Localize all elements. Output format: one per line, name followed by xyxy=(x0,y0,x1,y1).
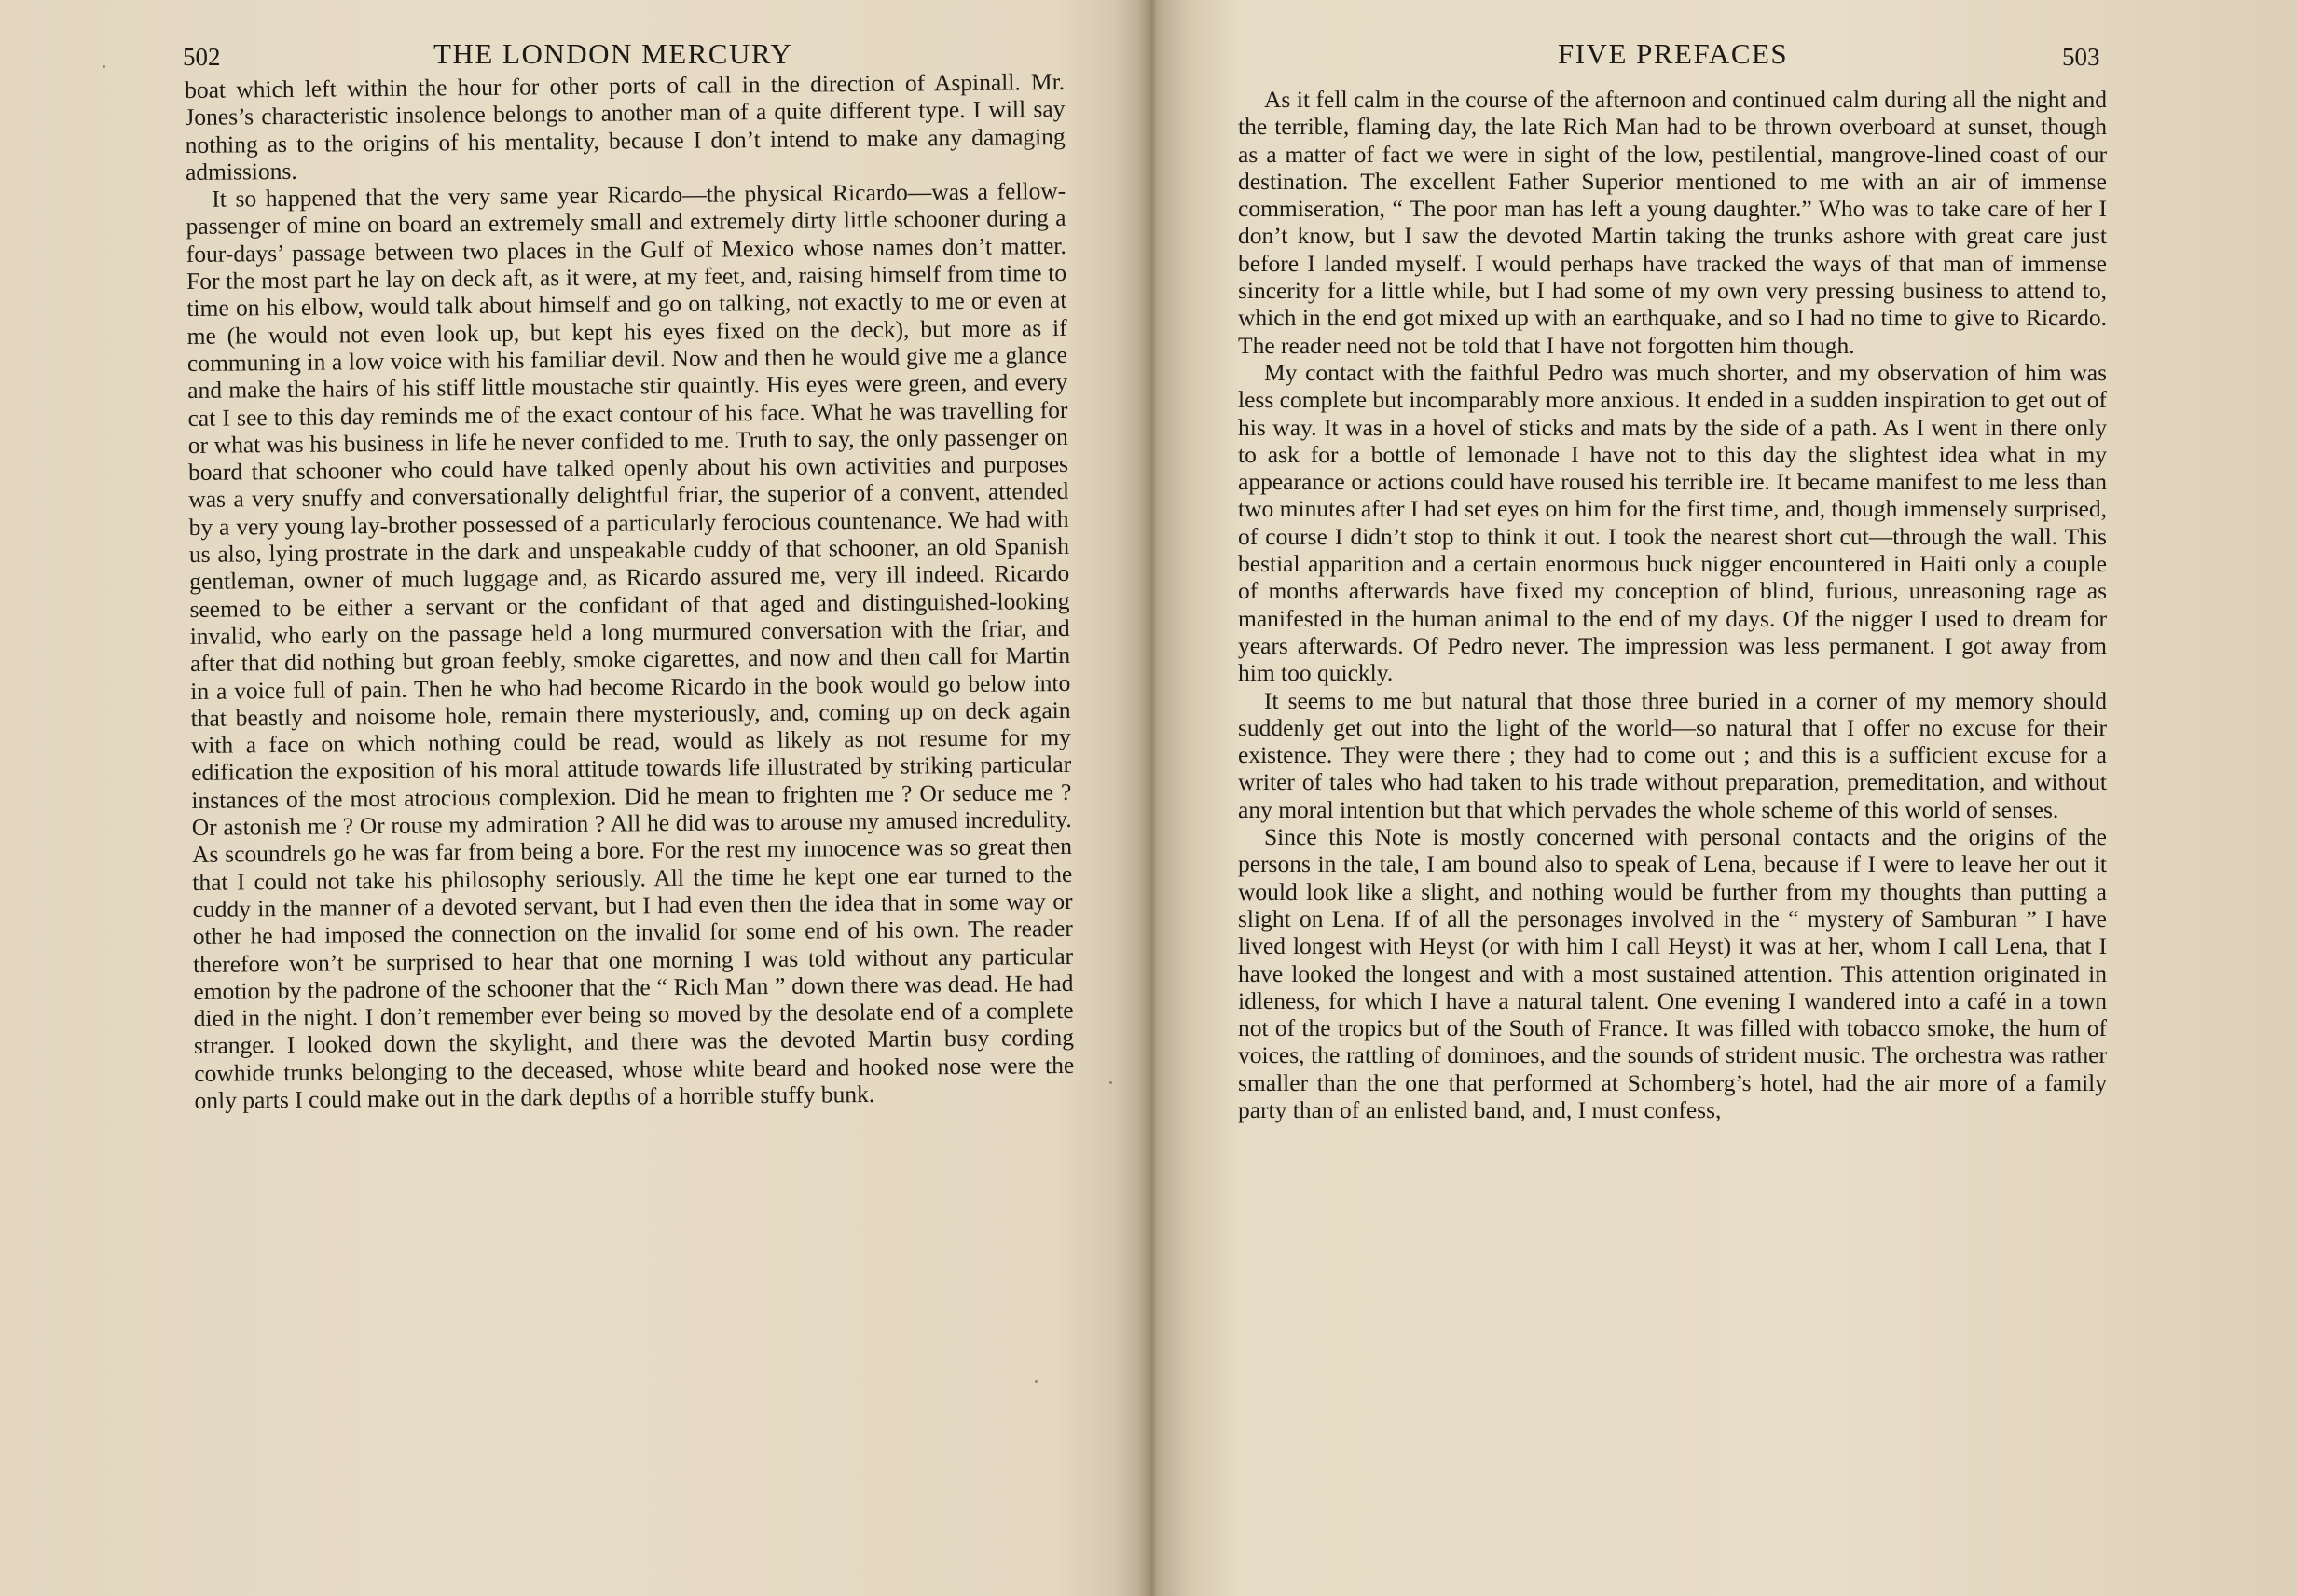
right-page-number: 503 xyxy=(2062,43,2100,71)
left-paragraph-2: It so happened that the very same year Ricardo—the physical Ricardo—was a fellow-passenger of mine on board an extremely small and extremely dirty little schooner during a four-days’ passage between two places in the Gulf of Mexico whose names don’t matter. For the most part he lay on deck aft, as it were, at my feet, and, raising himself from time to time on his elbow, would talk about himself and go on talking, not exactly to me or even at me (he would not even look up, but kept his eyes fixed on the deck), but more as if communing in a low voice with his familiar devil. Now and then he would give me a glance and make the hairs of his stiff little moustache stir quaintly. His eyes were green, and every cat I see to this day reminds me of the exact contour of his face. What he was travelling for or what was his business in life he never confided to me. Truth to say, the only passenger on board that schooner who could have talked openly about his own activities and purposes was a very snuffy and conversationally delightful friar, the superior of a convent, attended by a very young lay-brother possessed of a particularly ferocious countenance. We had with us also, lying prostrate in the dark and unspeakable cuddy of that schooner, an old Spanish gentleman, owner of much luggage and, as Ricardo assured me, very ill indeed. Ricardo seemed to be either a servant or the confidant of that aged and distinguished-looking invalid, who early on the passage held a long murmured conversation with the friar, and after that did nothing but groan feebly, smoke cigarettes, and now and then call for Martin in a voice full of pain. Then he who had become Ricardo in the book would go below into that beastly and noisome hole, remain there mysteriously, and, coming up on deck again with a face on which nothing could be read, would as likely as not resume for my edification the exposition of his moral attitude towards life illustrated by striking particular instances of the most atrocious complexion. Did he mean to frighten me ? Or seduce me ? Or astonish me ? Or rouse my admiration ? All he did was to arouse my amused incredulity. As scoundrels go he was far from being a bore. For the rest my innocence was so great then that I could not take his philosophy seriously. All the time he kept one ear turned to the cuddy in the manner of a devoted servant, but I had even then the idea that in some way or other he had imposed the connection on the invalid for some end of his own. The reader therefore won’t be surprised to hear that one morning I was told without any particular emotion by the padrone of the schooner that the “ Rich Man ” down there was dead. He had died in the night. I don’t remember ever being so moved by the desolate end of a complete stranger. I looked down the skylight, and there was the devoted Martin busy cording cowhide trunks belonging to the deceased, whose white beard and hooked nose were the only parts I could make out in the dark depths of a horrible stuffy bunk. xyxy=(186,177,1075,1114)
right-page-text xyxy=(1238,86,2107,1123)
left-page-number: 502 xyxy=(183,43,221,71)
paper-speck xyxy=(1035,1380,1038,1383)
left-page xyxy=(0,0,1148,1596)
left-paragraph-1: boat which left within the hour for other ports of call in the direction of Aspinall. Mr. Jones’s characteristic insolence belongs to another man of a quite different type. I will say nothing as to the origins of his mentality, because I don’t intend to make any damaging admissions. xyxy=(185,67,1066,186)
right-paragraph-3: It seems to me but natural that those three buried in a corner of my memory should suddenly get out into the light of the world—so natural that I offer no excuse for their existence. They were there ; they had to come out ; and this is a sufficient excuse for a writer of tales who had taken to his trade without preparation, premeditation, and without any moral intention but that which pervades the whole scheme of this world of senses. xyxy=(1238,686,2107,823)
right-paragraph-4: Since this Note is mostly concerned with personal contacts and the origins of the persons in the tale, I am bound also to speak of Lena, because if I were to leave her out it would look like a slight, and nothing would be further from my thoughts than putting a slight on Lena. If of all the personages involved in the “ mystery of Samburan ” I have lived longest with Heyst (or with him I call Heyst) it was at her, whom I call Lena, that I have looked the longest and with a most sustained attention. This attention originated in idleness, for which I have a natural talent. One evening I wandered into a café in a town not of the tropics but of the South of France. It was filled with tobacco smoke, the hum of voices, the rattling of dominoes, and the sounds of strident music. The orchestra was rather smaller than the one that performed at Schomberg’s hotel, had the air more of a family party than of an enlisted band, and, I must confess, xyxy=(1238,823,2107,1123)
right-running-head: FIVE PREFACES xyxy=(1558,37,1789,70)
left-running-head: THE LONDON MERCURY xyxy=(433,37,793,70)
right-page xyxy=(1148,0,2297,1596)
paper-speck xyxy=(103,65,105,68)
paper-speck xyxy=(1109,1081,1112,1084)
right-paragraph-2: My contact with the faithful Pedro was much shorter, and my observation of him was less complete but incomparably more anxious. It ended in a sudden inspiration to get out of his way. It was in a hovel of sticks and mats by the side of a path. As I went in there only to ask for a bottle of lemonade I have not to this day the slightest idea what in my appearance or actions could have roused his terrible ire. It became manifest to me less than two minutes after I had set eyes on him for the first time, and, though immensely surprised, of course I didn’t stop to think it out. I took the nearest short cut—through the wall. This bestial apparition and a certain enormous buck nigger encountered in Haiti only a couple of months afterwards have fixed my conception of blind, furious, unreasoning rage as manifested in the human animal to the end of my days. Of the nigger I used to dream for years afterwards. Of Pedro never. The impression was less permanent. I got away from him too quickly. xyxy=(1238,358,2107,687)
right-paragraph-1: As it fell calm in the course of the afternoon and continued calm during all the night and the terrible, flaming day, the late Rich Man had to be thrown overboard at sunset, though as a matter of fact we were in sight of the low, pestilential, mangrove-lined coast of our destination. The excellent Father Superior mentioned to me with an air of immense commiseration, “ The poor man has left a young daughter.” Who was to take care of her I don’t know, but I saw the devoted Martin taking the trunks ashore with great care just before I landed myself. I would perhaps have tracked the ways of that man of immense sincerity for a little while, but I had some of my own very pressing business to attend to, which in the end got mixed up with an earthquake, and so I had no time to give to Ricardo. The reader need not be told that I have not forgotten him though. xyxy=(1238,86,2107,359)
left-page-text xyxy=(185,68,1075,1114)
